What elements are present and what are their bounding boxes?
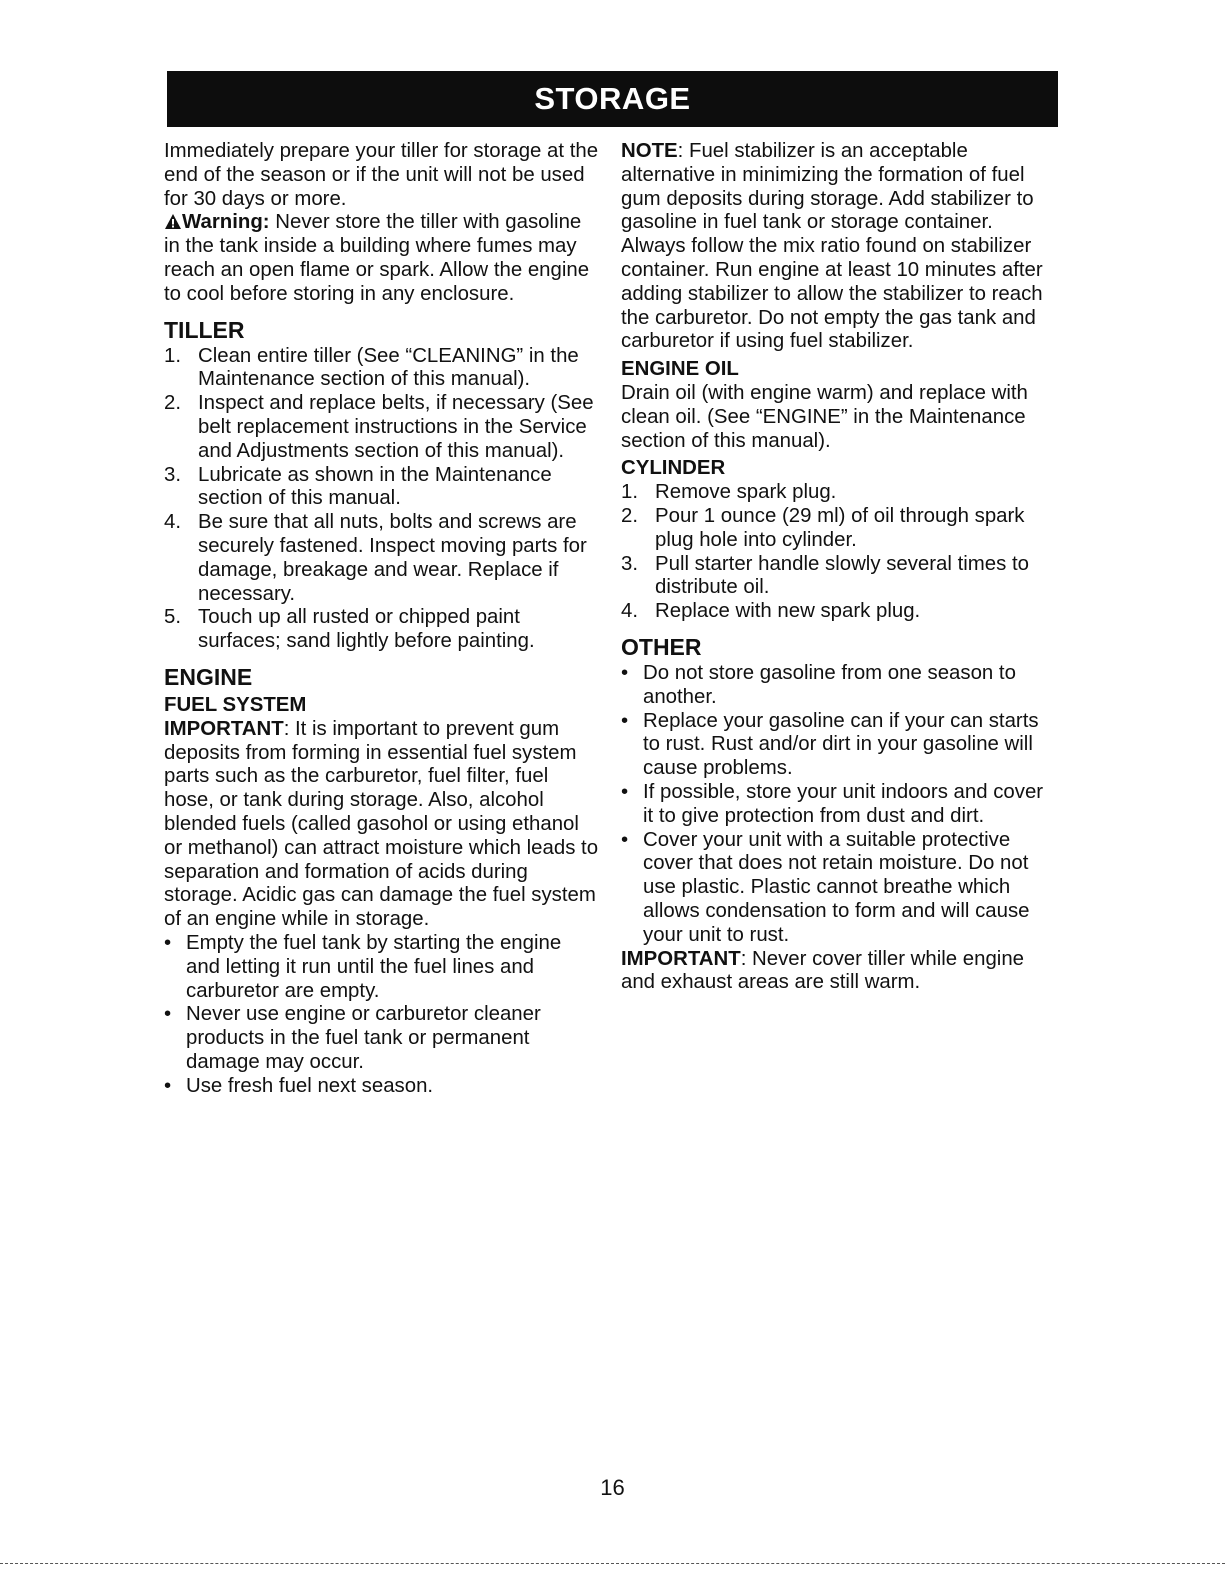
bullet-text: Never use engine or carburetor cleaner products in the fuel tank or permanent damage may occur. bbox=[186, 1003, 541, 1073]
other-heading: OTHER bbox=[621, 633, 702, 660]
list-item bbox=[621, 481, 1051, 505]
section-title: STORAGE bbox=[534, 81, 691, 116]
step-number: 1. bbox=[621, 481, 639, 504]
important-label: IMPORTANT bbox=[621, 947, 741, 970]
list-item bbox=[164, 606, 600, 654]
bullet-text: Use fresh fuel next season. bbox=[186, 1074, 434, 1097]
important-text: : It is important to prevent gum deposits from forming in essential fuel system parts such as the carburetor, fuel filter, fuel hose, or tank during storage. Also, alcohol blended fuels (called gasohol or using ethanol or methanol) can attract moisture which leads to separation and formation of acids during storage. Acidic gas can damage the fuel system of an engine while in storage. bbox=[164, 717, 599, 931]
step-number: 4. bbox=[621, 600, 639, 623]
step-number: 2. bbox=[164, 392, 182, 415]
bullet-text: Empty the fuel tank by starting the engine and letting it run until the fuel lines and carburetor are empty. bbox=[186, 931, 562, 1002]
bullet-text: If possible, store your unit indoors and cover it to give protection from dust and dirt. bbox=[643, 780, 1044, 827]
left-column bbox=[164, 140, 600, 1098]
list-item bbox=[164, 1003, 600, 1074]
step-text: Be sure that all nuts, bolts and screws are securely fastened. Inspect moving parts for damage, breakage and wear. Replace if necessary. bbox=[198, 511, 587, 605]
cylinder-heading: CYLINDER bbox=[621, 457, 726, 480]
footer-divider bbox=[0, 1563, 1225, 1564]
engine-oil-heading: ENGINE OIL bbox=[621, 358, 739, 381]
important-paragraph bbox=[164, 718, 600, 932]
list-item bbox=[164, 932, 600, 1003]
bullet-icon: • bbox=[621, 661, 629, 684]
list-item bbox=[164, 1075, 600, 1099]
important-text: : Never cover tiller while engine and exhaust areas are still warm. bbox=[621, 947, 1025, 994]
bullet-text: Replace your gasoline can if your can starts to rust. Rust and/or dirt in your gasoline will cause problems. bbox=[643, 709, 1039, 780]
step-text: Remove spark plug. bbox=[655, 481, 837, 504]
note-text: : Fuel stabilizer is an acceptable alternative in minimizing the formation of fuel gum deposits during storage. Add stabilizer to gasoline in fuel tank or storage container. Always follow the mix ratio found on stabilizer container. Run engine at least 10 minutes after adding stabilizer to allow the stabilizer to reach the carburetor. Do not empty the gas tank and carburetor if using fuel stabilizer. bbox=[621, 140, 1043, 353]
bullet-icon: • bbox=[164, 1003, 172, 1026]
step-number: 3. bbox=[164, 463, 182, 486]
step-number: 3. bbox=[621, 552, 639, 575]
step-text: Lubricate as shown in the Maintenance section of this manual. bbox=[198, 463, 552, 510]
tiller-heading: TILLER bbox=[164, 316, 245, 343]
warning-text: Never store the tiller with gasoline in the tank inside a building where fumes may reach an open flame or spark. Allow the engine to cool before storing in any enclosure. bbox=[164, 211, 590, 305]
bullet-icon: • bbox=[164, 1074, 172, 1097]
bullet-icon: • bbox=[621, 709, 629, 732]
step-text: Clean entire tiller (See “CLEANING” in the Maintenance section of this manual). bbox=[198, 344, 579, 391]
bullet-icon: • bbox=[621, 828, 629, 851]
fuel-bullets bbox=[164, 932, 600, 1099]
fuel-system-heading: FUEL SYSTEM bbox=[164, 693, 307, 716]
step-number: 4. bbox=[164, 511, 182, 534]
list-item bbox=[621, 662, 1051, 710]
cylinder-steps bbox=[621, 481, 1051, 624]
tiller-steps bbox=[164, 345, 600, 654]
warning-label: Warning: bbox=[182, 211, 270, 234]
list-item bbox=[164, 345, 600, 393]
list-item bbox=[621, 829, 1051, 948]
intro-paragraph: Immediately prepare your tiller for storage at the end of the season or if the unit will not be used for 30 days or more. bbox=[164, 140, 599, 210]
list-item bbox=[621, 710, 1051, 781]
list-item bbox=[164, 392, 600, 463]
warning-paragraph bbox=[164, 211, 600, 306]
right-column bbox=[621, 140, 1051, 995]
warning-triangle-icon bbox=[164, 213, 182, 230]
bullet-icon: • bbox=[621, 780, 629, 803]
engine-oil-paragraph: Drain oil (with engine warm) and replace with clean oil. (See “ENGINE” in the Maintenance section of this manual). bbox=[621, 381, 1028, 452]
step-number: 5. bbox=[164, 606, 182, 629]
other-bullets bbox=[621, 662, 1051, 948]
list-item bbox=[621, 781, 1051, 829]
step-text: Inspect and replace belts, if necessary (See belt replacement instructions in the Service and Adjustments section of this manual). bbox=[198, 392, 594, 462]
step-number: 1. bbox=[164, 344, 182, 367]
bullet-text: Do not store gasoline from one season to another. bbox=[643, 661, 1016, 708]
list-item bbox=[621, 505, 1051, 553]
important-label: IMPORTANT bbox=[164, 717, 284, 740]
list-item bbox=[621, 600, 1051, 624]
important-paragraph bbox=[621, 948, 1051, 996]
note-paragraph bbox=[621, 140, 1051, 354]
step-text: Touch up all rusted or chipped paint surfaces; sand lightly before painting. bbox=[198, 606, 535, 653]
list-item bbox=[164, 511, 600, 606]
section-header bbox=[167, 71, 1058, 127]
engine-heading: ENGINE bbox=[164, 663, 253, 690]
bullet-icon: • bbox=[164, 931, 172, 954]
page-number: 16 bbox=[600, 1475, 625, 1500]
list-item bbox=[164, 464, 600, 512]
step-text: Pull starter handle slowly several times to distribute oil. bbox=[655, 552, 1029, 599]
list-item bbox=[621, 553, 1051, 601]
step-number: 2. bbox=[621, 504, 639, 527]
step-text: Replace with new spark plug. bbox=[655, 600, 921, 623]
step-text: Pour 1 ounce (29 ml) of oil through spark plug hole into cylinder. bbox=[655, 504, 1025, 551]
note-label: NOTE bbox=[621, 140, 678, 162]
bullet-text: Cover your unit with a suitable protective cover that does not retain moisture. Do not use plastic. Plastic cannot breathe which allows condensation to form and will cause your unit to rust. bbox=[643, 828, 1030, 946]
